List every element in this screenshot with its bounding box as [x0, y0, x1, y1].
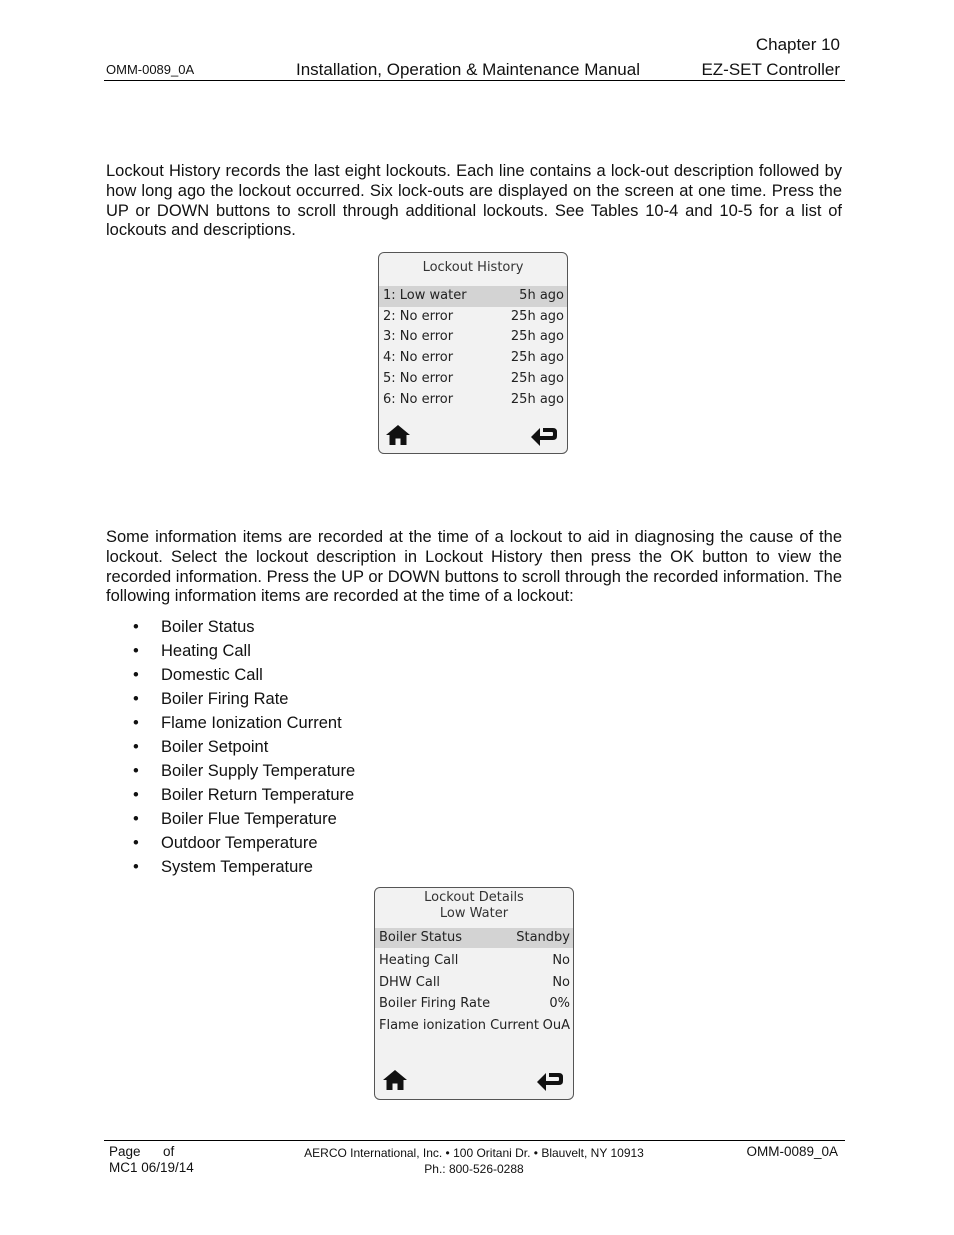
- footer-address: AERCO International, Inc. • 100 Oritani Dr. • Blauvelt, NY 10913: [304, 1146, 644, 1160]
- history-row-value: 25h ago: [510, 391, 564, 407]
- list-item: • System Temperature: [133, 855, 355, 879]
- lockout-history-paragraph: Lockout History records the last eight lockouts. Each line contains a lock-out description followed by how long ago the lockout occurred. Six lock-outs are displayed on the screen at one time. Press the UP or DOWN buttons to scroll through additional lockouts. See Tables 10-4 and 10-5 for a list of lockouts and descriptions.: [106, 162, 842, 240]
- detail-row[interactable]: [375, 950, 573, 972]
- bullet: •: [133, 618, 139, 636]
- list-item: • Boiler Status: [133, 615, 355, 639]
- detail-row-label: Flame ionization Current: [379, 1017, 539, 1033]
- history-row-label: 3: No error: [383, 329, 454, 345]
- detail-row[interactable]: [375, 928, 573, 948]
- screen-subtitle: Low Water: [439, 906, 509, 921]
- footer-revision: MC1 06/19/14: [109, 1160, 194, 1175]
- bullet: •: [133, 786, 139, 804]
- detail-row-label: Heating Call: [379, 953, 459, 968]
- header-doc-number: OMM-0089_0A: [106, 62, 195, 77]
- history-row[interactable]: [379, 348, 567, 369]
- history-row[interactable]: [379, 286, 567, 307]
- header-product: EZ-SET Controller: [701, 60, 840, 79]
- back-arrow-icon[interactable]: [529, 425, 559, 449]
- history-row-label: 1: Low water: [383, 288, 467, 303]
- history-row-value: 25h ago: [510, 370, 564, 386]
- detail-row-value: 0%: [549, 996, 570, 1011]
- header-chapter: Chapter 10: [755, 35, 840, 54]
- bullet: •: [133, 738, 139, 756]
- lockout-details-screen: [374, 887, 574, 1100]
- list-item: • Flame Ionization Current: [133, 711, 355, 735]
- bullet: •: [133, 762, 139, 780]
- list-item: • Boiler Flue Temperature: [133, 807, 355, 831]
- recorded-items-list: [133, 615, 355, 879]
- footer-rule: [104, 1140, 845, 1141]
- list-item: • Boiler Supply Temperature: [133, 759, 355, 783]
- list-item: • Boiler Firing Rate: [133, 687, 355, 711]
- detail-row-value: No: [552, 953, 570, 968]
- list-item: • Domestic Call: [133, 663, 355, 687]
- detail-row[interactable]: [375, 972, 573, 994]
- list-item: • Boiler Return Temperature: [133, 783, 355, 807]
- bullet: •: [133, 666, 139, 684]
- bullet: •: [133, 834, 139, 852]
- history-row-label: 4: No error: [383, 350, 454, 366]
- history-row-label: 6: No error: [383, 391, 454, 407]
- detail-row-label: DHW Call: [379, 974, 441, 990]
- detail-row-value: OuA: [542, 1017, 570, 1033]
- bullet: •: [133, 810, 139, 828]
- history-row-value: 25h ago: [510, 350, 564, 366]
- history-row[interactable]: [379, 390, 567, 411]
- history-row-value: 25h ago: [510, 329, 564, 345]
- list-item: • Boiler Setpoint: [133, 735, 355, 759]
- lockout-details-paragraph: Some information items are recorded at the time of a lockout to aid in diagnosing the cause of the lockout. Select the lockout description in Lockout History then press the OK button to view the recorded information. Press the UP or DOWN buttons to scroll through the recorded information. The following information items are recorded at the time of a lockout:: [106, 528, 842, 606]
- bullet: •: [133, 642, 139, 660]
- footer-page-label: Page of: [109, 1144, 175, 1159]
- history-row-value: 5h ago: [519, 288, 564, 303]
- screen-title: Lockout History: [422, 260, 524, 275]
- history-row-label: 5: No error: [383, 370, 454, 386]
- history-row[interactable]: [379, 369, 567, 390]
- footer-doc-number: OMM-0089_0A: [746, 1144, 838, 1159]
- bullet: •: [133, 714, 139, 732]
- history-row[interactable]: [379, 327, 567, 348]
- detail-row-label: Boiler Firing Rate: [379, 996, 491, 1011]
- list-item: • Heating Call: [133, 639, 355, 663]
- detail-row-value: Standby: [516, 930, 570, 945]
- bullet: •: [133, 858, 139, 876]
- detail-row-value: No: [552, 974, 570, 990]
- footer-address-block: [270, 1145, 678, 1177]
- bullet: •: [133, 690, 139, 708]
- home-icon[interactable]: [385, 423, 411, 447]
- home-icon[interactable]: [382, 1068, 408, 1092]
- detail-row[interactable]: [375, 993, 573, 1015]
- list-item: • Outdoor Temperature: [133, 831, 355, 855]
- history-row[interactable]: [379, 307, 567, 328]
- back-arrow-icon[interactable]: [535, 1070, 565, 1094]
- history-row-label: 2: No error: [383, 308, 454, 324]
- header-rule: [104, 80, 845, 81]
- header-manual-title: Installation, Operation & Maintenance Manual: [296, 60, 640, 79]
- lockout-history-screen: [378, 252, 568, 454]
- footer-phone: Ph.: 800-526-0288: [424, 1162, 524, 1176]
- detail-row[interactable]: [375, 1015, 573, 1037]
- detail-row-label: Boiler Status: [379, 930, 462, 945]
- screen-title: Lockout Details: [424, 890, 524, 905]
- history-row-value: 25h ago: [510, 308, 564, 324]
